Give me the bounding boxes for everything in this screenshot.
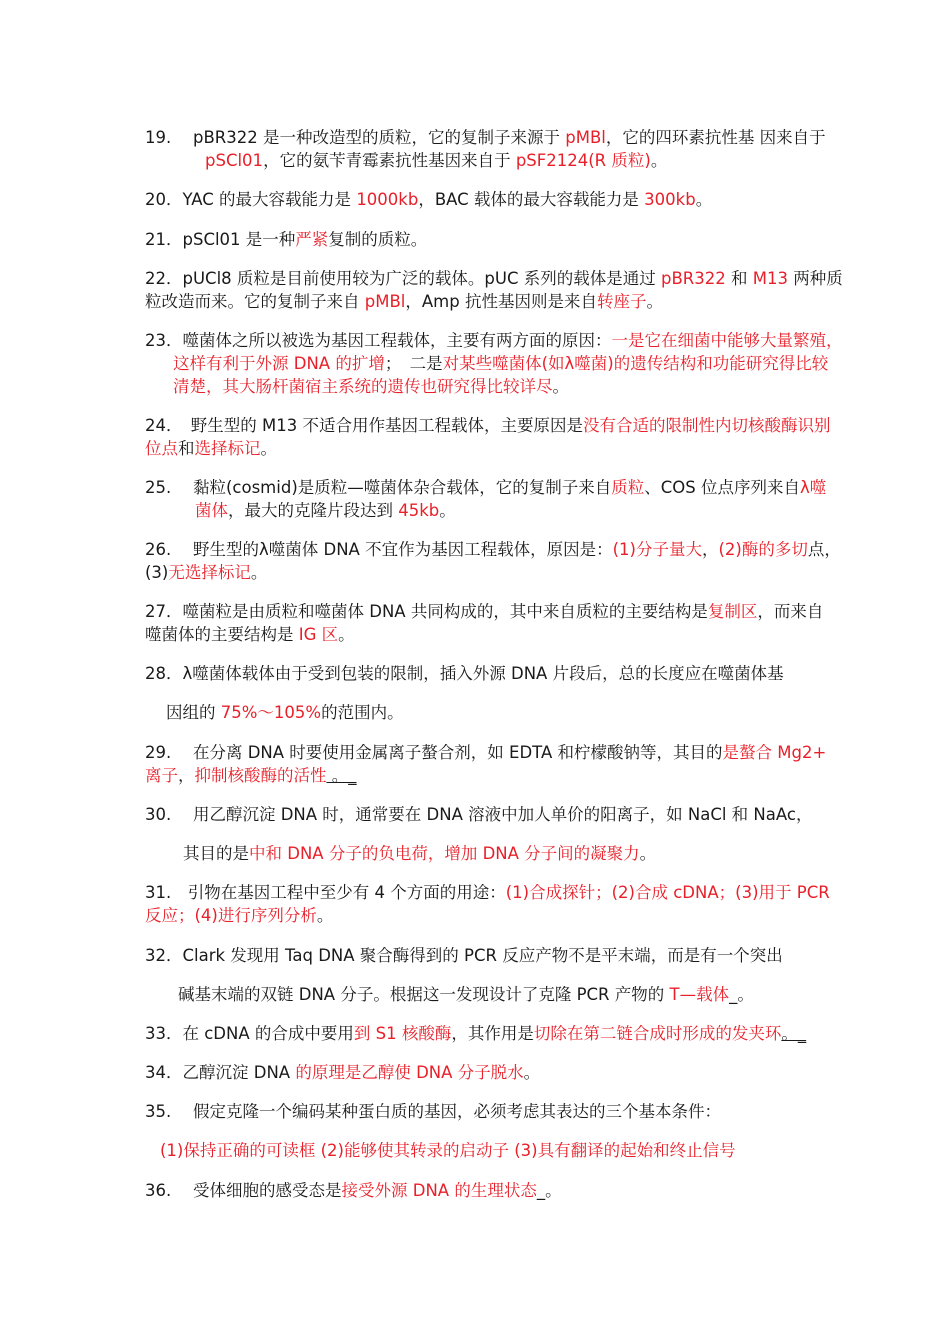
- question-text: 24． 野生型的 M13 不适合用作基因工程载体，主要原因是: [145, 416, 583, 435]
- question-text: 粒改造而来。它的复制子来自: [145, 292, 365, 311]
- question-text: 。: [695, 190, 713, 209]
- answer-text: 中和 DNA 分子的负电荷，增加 DNA 分子间的凝聚力: [249, 844, 640, 863]
- question-text: 的范围内。: [321, 703, 404, 722]
- answer-text: 75%～105%: [220, 703, 322, 722]
- answer-text: 位点: [145, 439, 178, 458]
- question-text: 。: [650, 151, 668, 170]
- question-text: 碱基末端的双链 DNA 分子。根据这一发现设计了克隆 PCR 产物的: [178, 985, 670, 1004]
- question-text: 。: [646, 292, 663, 311]
- question-text: 噬菌体的主要结构是: [145, 625, 299, 644]
- text-line: [0, 228, 950, 252]
- answer-text: T—载体: [669, 985, 730, 1004]
- answer-text: 45kb: [398, 501, 440, 520]
- question-text: 31. 引物在基因工程中至少有 4 个方面的用途：: [145, 883, 506, 902]
- answer-text: pMBl: [364, 292, 406, 311]
- text-line: [0, 437, 950, 461]
- text-line: [0, 1022, 950, 1046]
- answer-text: 没有合适的限制性内切核酸酶识别: [582, 416, 831, 435]
- text-line: [0, 662, 950, 686]
- answer-text: 接受外源 DNA 的生理状态: [341, 1181, 537, 1200]
- answer-text: pSF2124(R 质粒): [515, 151, 651, 170]
- question-text: 、COS 位点序列来自: [644, 478, 800, 497]
- question-text: ，Amp 抗性基因则是来自: [405, 292, 597, 311]
- question-text: 两种质: [787, 269, 843, 288]
- answer-text: 严紧: [295, 230, 329, 249]
- answer-text: pSCl01: [205, 151, 264, 170]
- question-text: 22．pUCl8 质粒是目前使用较为广泛的载体。pUC 系列的载体是通过: [145, 269, 661, 288]
- answer-text: pBR322: [660, 269, 726, 288]
- text-line: [0, 1061, 950, 1085]
- question-text: 。: [439, 501, 456, 520]
- text-line: [0, 329, 950, 353]
- answer-text: IG 区: [298, 625, 339, 644]
- question-text: 。: [260, 439, 277, 458]
- question-text: 34．乙醇沉淀 DNA: [145, 1063, 296, 1082]
- question-text: 。: [552, 377, 569, 396]
- answer-text: 转座子: [596, 292, 647, 311]
- answer-text: 是螯合 Mg2+: [722, 743, 827, 762]
- question-text: _。: [729, 985, 754, 1004]
- question-text: (3): [145, 563, 169, 582]
- question-text: ，而来自: [757, 602, 824, 621]
- question-text: 。: [523, 1063, 541, 1082]
- question-text: 19. pBR322 是一种改造型的质粒，它的复制子来源于: [145, 128, 566, 147]
- question-text: 30. 用乙醇沉淀 DNA 时，通常要在 DNA 溶液中加人单价的阳离子，如 NaCl 和 NaAc，: [145, 805, 813, 824]
- answer-text: 300kb: [644, 190, 696, 209]
- answer-text: (1)分子量大: [612, 540, 702, 559]
- text-line: [0, 1139, 950, 1163]
- answer-text: 离子: [145, 766, 178, 785]
- text-line: [0, 944, 950, 968]
- question-text: 33．在 cDNA 的合成中要用: [145, 1024, 354, 1043]
- answer-text: M13: [752, 269, 788, 288]
- question-text: ，它的氨苄青霉素抗性基因来自于: [263, 151, 516, 170]
- text-line: [0, 741, 950, 765]
- question-text: ，: [178, 766, 195, 785]
- question-text: ； 二是: [384, 354, 443, 373]
- answer-text: 选择标记: [194, 439, 261, 458]
- question-text: 23．噬菌体之所以被选为基因工程载体，主要有两方面的原因：: [145, 331, 612, 350]
- text-line: [0, 375, 950, 399]
- text-line: [0, 904, 950, 928]
- answer-text: (1)合成探针；(2)合成 cDNA；(3)用于 PCR: [505, 883, 830, 902]
- answer-text: 对某些噬菌体(如λ噬菌)的遗传结构和功能研究得比较: [442, 354, 829, 373]
- answer-text: (1)保持正确的可读框 (2)能够使其转录的启动子 (3)具有翻译的起始和终止信号: [160, 1141, 736, 1160]
- answer-text: 反应；(4)进行序列分析: [145, 906, 317, 925]
- answer-text: 一是它在细菌中能够大量繁殖，: [611, 331, 843, 350]
- question-text: ，最大的克隆片段达到: [228, 501, 399, 520]
- answer-text: 这样有利于外源 DNA 的扩增: [173, 354, 385, 373]
- text-line: [0, 188, 950, 212]
- answer-text: pMBl: [565, 128, 606, 147]
- answer-text: 到 S1 核酸酶: [353, 1024, 452, 1043]
- answer-text: 菌体: [195, 501, 228, 520]
- answer-text: 复制区: [707, 602, 758, 621]
- answer-text: 清楚，其大肠杆菌宿主系统的遗传也研究得比较详尽: [173, 377, 553, 396]
- question-text: 21．pSCl01 是一种: [145, 230, 296, 249]
- text-line: [0, 1179, 950, 1203]
- question-text: 27．噬菌粒是由质粒和噬菌体 DNA 共同构成的，其中来自质粒的主要结构是: [145, 602, 708, 621]
- answer-text: 抑制核酸酶的活性: [194, 766, 327, 785]
- question-text: ，: [701, 540, 719, 559]
- text-line: [0, 290, 950, 314]
- question-text: ，BAC 载体的最大容载能力是: [418, 190, 645, 209]
- answer-text: 1000kb: [356, 190, 419, 209]
- text-line: [0, 352, 950, 376]
- text-line: [0, 414, 950, 438]
- text-line: [0, 149, 950, 173]
- answer-text: 质粒: [611, 478, 645, 497]
- question-text: 25. 黏粒(cosmid)是质粒—噬菌体杂合载体，它的复制子来自: [145, 478, 612, 497]
- answer-text: (2)酶的多切: [718, 540, 808, 559]
- text-line: [0, 476, 950, 500]
- question-text: 20．YAC 的最大容载能力是: [145, 190, 357, 209]
- question-text: ，其作用是: [451, 1024, 534, 1043]
- text-line: [0, 842, 950, 866]
- question-text: 35. 假定克隆一个编码某种蛋白质的基因，必须考虑其表达的三个基本条件：: [145, 1102, 721, 1121]
- question-text: 。: [316, 906, 334, 925]
- answer-text: 无选择标记: [168, 563, 251, 582]
- answer-text: 切除在第二链合成时形成的发夹环: [533, 1024, 782, 1043]
- question-text: ，它的四环素抗性基 因来自于: [605, 128, 826, 147]
- question-text: 32．Clark 发现用 Taq DNA 聚合酶得到的 PCR 反应产物不是平末端，而是有一个突出: [145, 946, 783, 965]
- text-line: [0, 701, 950, 725]
- text-line: [0, 764, 950, 788]
- question-text: 29. 在分离 DNA 时要使用金属离子螯合剂，如 EDTA 和柠檬酸钠等，其目的: [145, 743, 723, 762]
- text-line: [0, 600, 950, 624]
- question-text: 。: [250, 563, 268, 582]
- text-line: [0, 983, 950, 1007]
- text-line: [0, 561, 950, 585]
- answer-text: λ噬: [800, 478, 827, 497]
- question-text: 复制的质粒。: [328, 230, 428, 249]
- question-text: 和: [725, 269, 753, 288]
- question-text: 。: [639, 844, 657, 863]
- text-line: [0, 538, 950, 562]
- question-text: 因组的: [166, 703, 221, 722]
- text-line: [0, 499, 950, 523]
- question-text: 。_: [326, 766, 357, 785]
- question-text: 28．λ噬菌体载体由于受到包装的限制，插入外源 DNA 片段后，总的长度应在噬菌体基: [145, 664, 784, 683]
- question-text: 26. 野生型的λ噬菌体 DNA 不宜作为基因工程载体，原因是：: [145, 540, 613, 559]
- text-line: [0, 623, 950, 647]
- question-text: 。_: [781, 1024, 807, 1043]
- question-text: 36. 受体细胞的感受态是: [145, 1181, 342, 1200]
- text-line: [0, 126, 950, 150]
- question-text: 其目的是: [183, 844, 249, 863]
- text-line: [0, 881, 950, 905]
- question-text: 和: [178, 439, 195, 458]
- text-line: [0, 267, 950, 291]
- answer-text: 的原理是乙醇使 DNA 分子脱水: [295, 1063, 524, 1082]
- question-text: _。: [536, 1181, 562, 1200]
- question-text: 点，: [807, 540, 841, 559]
- question-text: 。: [338, 625, 355, 644]
- text-line: [0, 1100, 950, 1124]
- text-line: [0, 803, 950, 827]
